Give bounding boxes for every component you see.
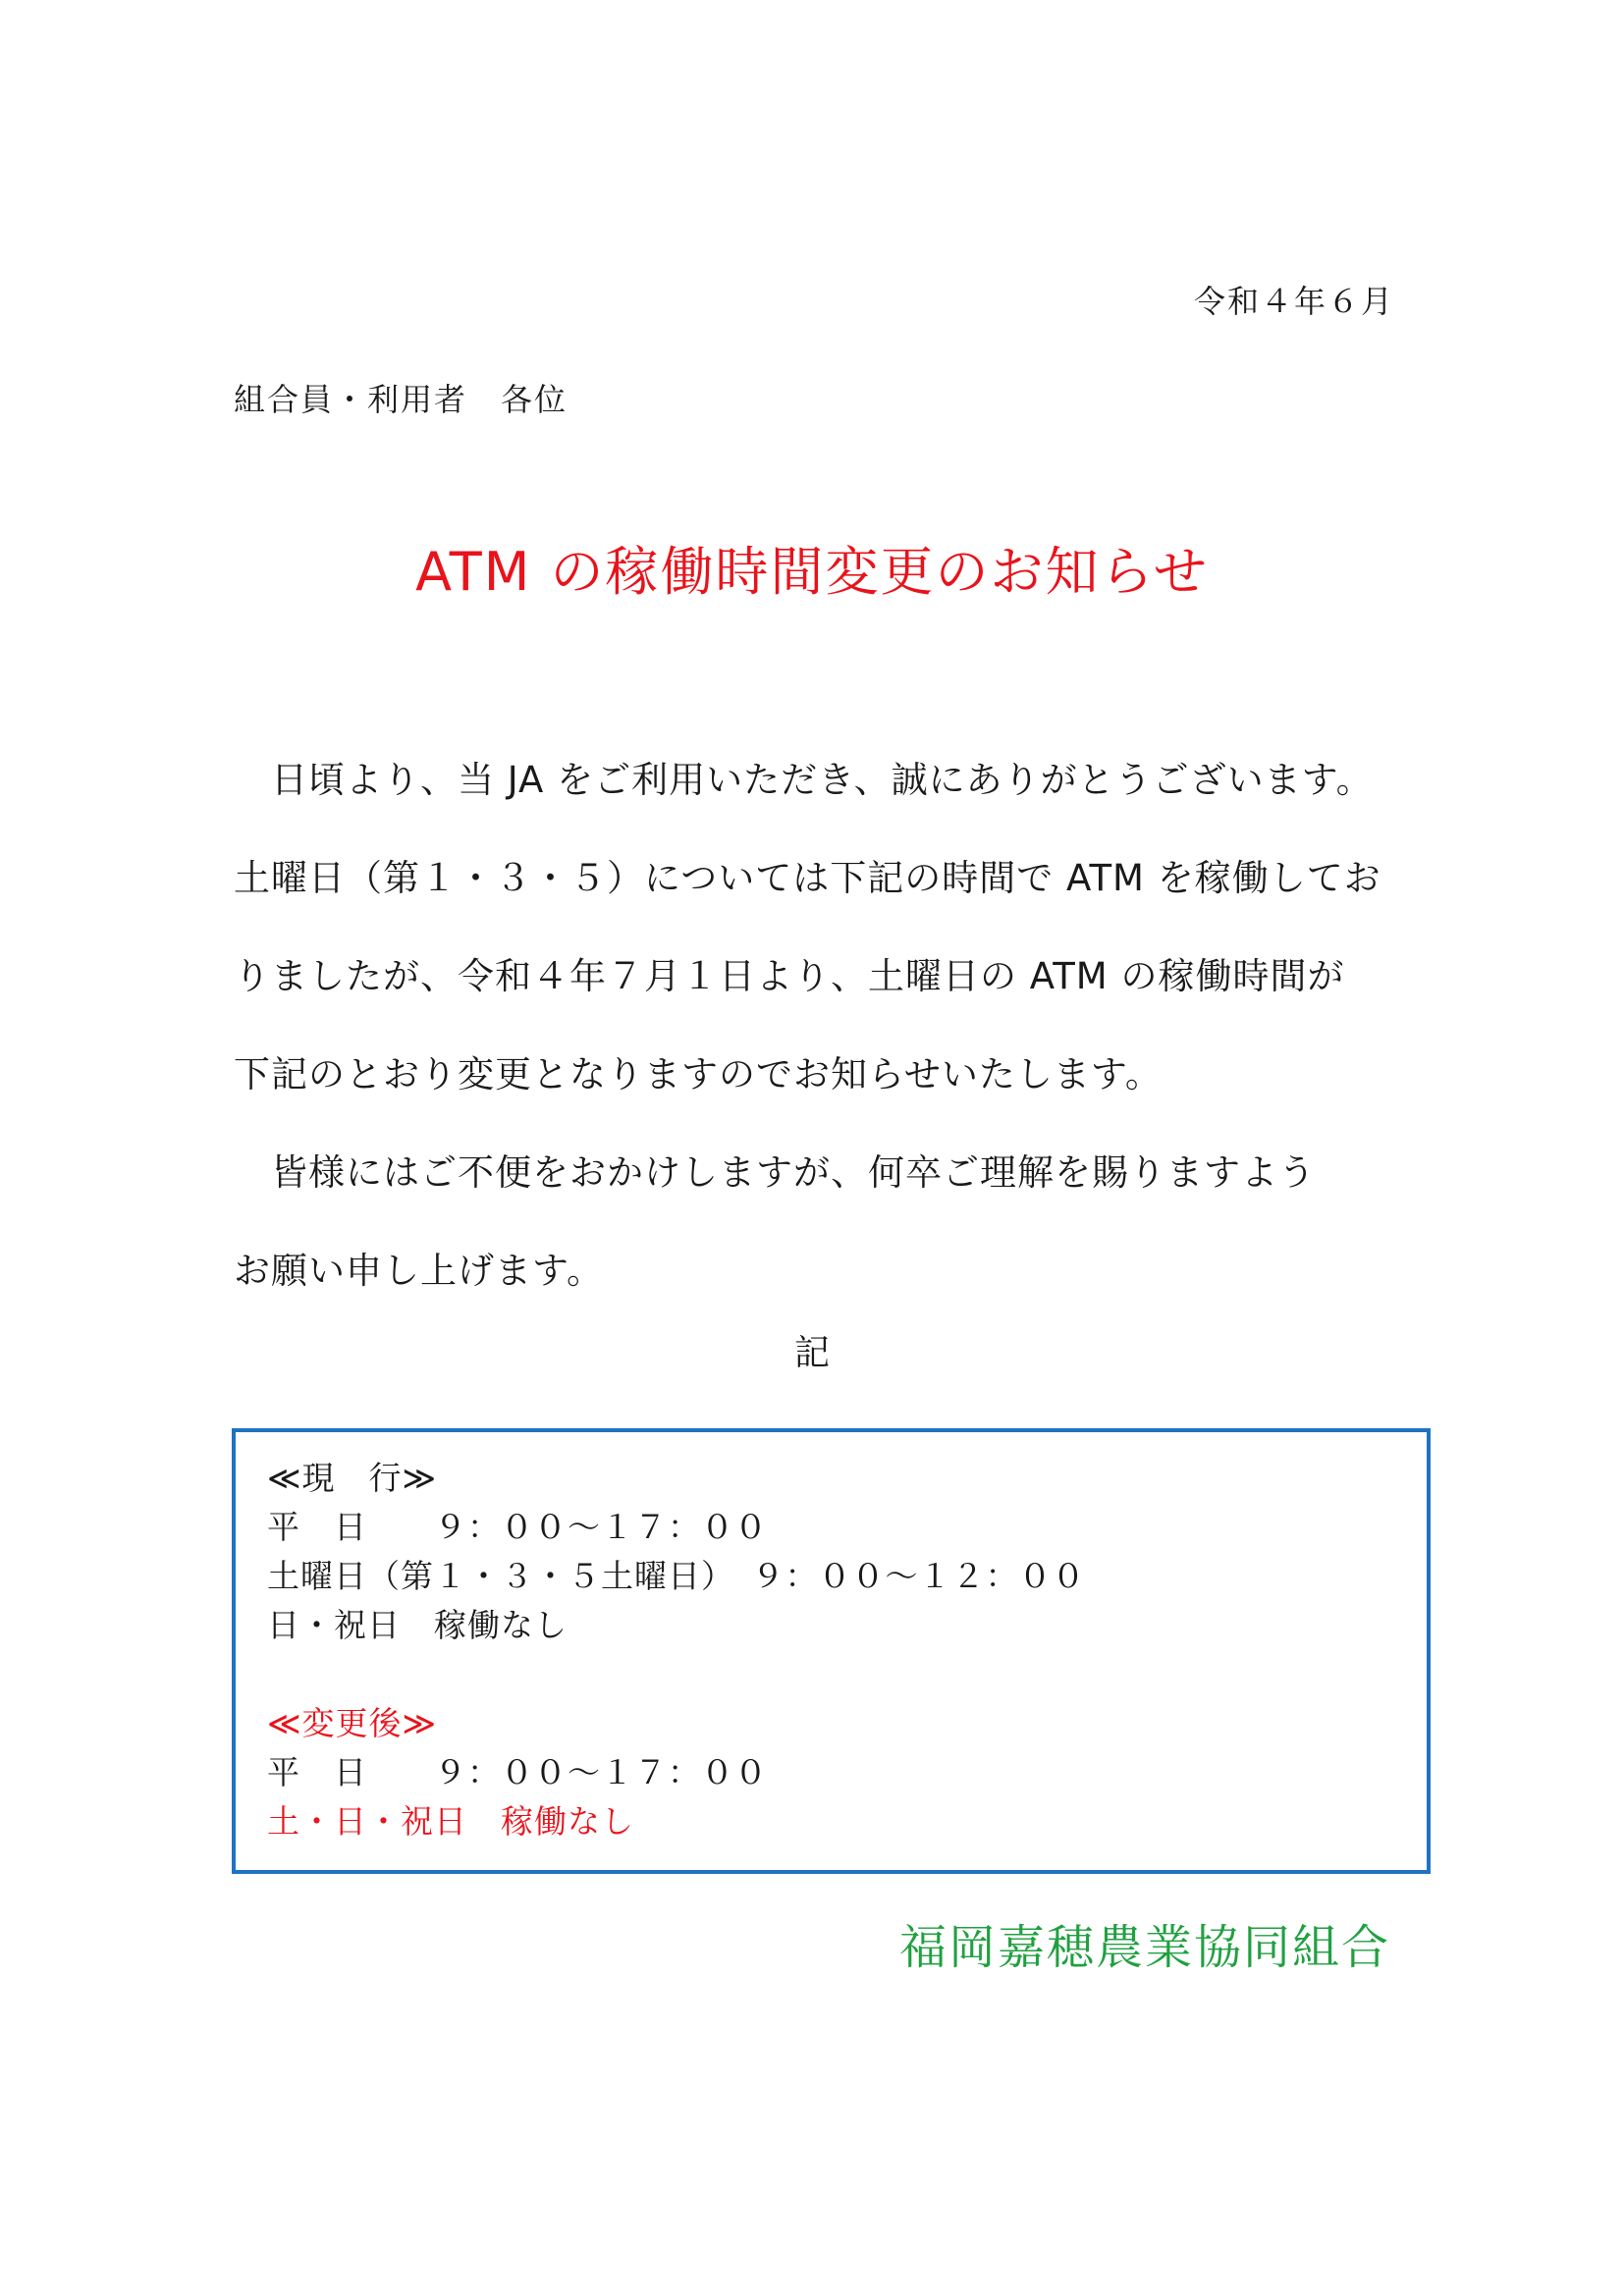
addressee: 組合員・利用者 各位 xyxy=(234,381,568,418)
current-saturday-hours: 土曜日（第１・３・５土曜日） ９：００～１２：００ xyxy=(267,1557,1086,1595)
spacer xyxy=(267,1650,1086,1699)
notice-title: ATM の稼働時間変更のお知らせ xyxy=(415,541,1209,603)
body-paragraph: お願い申し上げます。 xyxy=(234,1250,605,1292)
current-weekday-hours: 平 日 ９：００～１７：００ xyxy=(267,1508,768,1546)
body-paragraph: りましたが、令和４年７月１日より、土曜日の ATM の稼働時間が xyxy=(234,955,1345,997)
organization-name: 福岡嘉穂農業協同組合 xyxy=(898,1920,1390,1975)
body-paragraph: 皆様にはご不便をおかけしますが、何卒ご理解を賜りますよう xyxy=(234,1151,1316,1194)
schedule-content xyxy=(267,1454,1086,1846)
current-holiday-hours: 日・祝日 稼働なし xyxy=(267,1606,568,1644)
after-heading: ≪変更後≫ xyxy=(267,1704,438,1742)
after-weekend-hours: 土・日・祝日 稼働なし xyxy=(267,1802,634,1841)
body-paragraph: 土曜日（第１・３・５）については下記の時間で ATM を稼働してお xyxy=(234,857,1381,899)
notice-body xyxy=(234,731,1402,1320)
document-date: 令和４年６月 xyxy=(1193,283,1394,320)
schedule-box xyxy=(232,1428,1431,1874)
body-paragraph: 日頃より、当 JA をご利用いただき、誠にありがとうございます。 xyxy=(234,759,1374,801)
current-heading: ≪現 行≫ xyxy=(267,1459,438,1497)
after-weekday-hours: 平 日 ９：００～１７：００ xyxy=(267,1753,768,1791)
body-paragraph: 下記のとおり変更となりますのでお知らせいたします。 xyxy=(234,1053,1163,1095)
ki-marker: 記 xyxy=(793,1333,830,1373)
